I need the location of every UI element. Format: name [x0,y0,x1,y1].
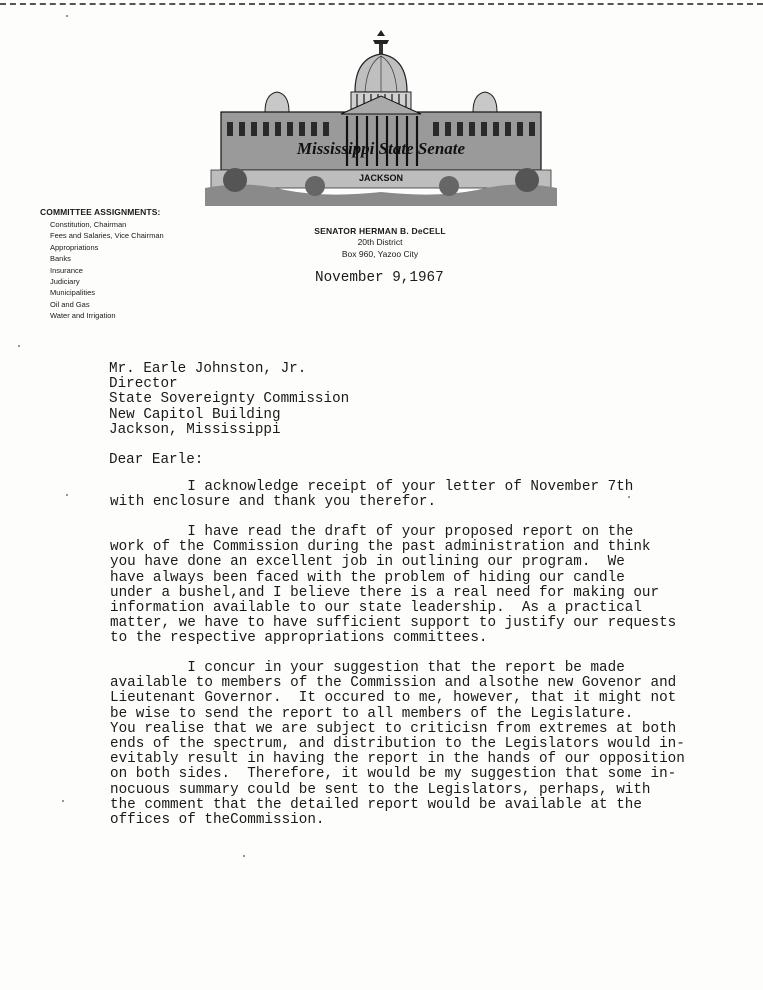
capitol-building-emblem [205,30,557,210]
recipient-line: New Capitol Building [109,406,281,423]
senator-block [300,226,460,260]
committee-item: Judiciary [50,277,80,287]
committee-list [40,219,164,322]
committee-item: Banks [50,254,71,264]
scan-speck [62,800,64,802]
letterhead-city: JACKSON [358,173,404,183]
body-paragraph: I concur in your suggestion that the report be made available to members of the Commission and alsothe new Govenor and Lieutenant Governor. It occured to me, however, that it might not be wise to send the report to all members of the Legislature. You realise that we are subject to criticisn from extremes at both ends of the spectrum, and distribution to the Legislators would in- evitably result in having the report in the hands of our opposition on both sides. Therefore, it would be my suggestion that some in- nocuous summary could be sent to the Legislators, perhaps, with the comment that the detailed report would be available at the offices of theCommission. [110,660,685,829]
committee-item: Municipalities [50,288,96,298]
recipient-line: Mr. Earle Johnston, Jr. [109,361,307,377]
scan-speck [243,855,245,857]
recipient-address [109,362,349,438]
recipient-line: Jackson, Mississippi [109,421,281,438]
committee-item: Appropriations [50,242,99,252]
committee-heading: COMMITTEE ASSIGNMENTS: [40,207,161,217]
letterhead-senate-title: Mississippi State Senate [296,139,466,158]
scan-speck [66,494,68,496]
committee-assignments [40,207,164,322]
senator-name: SENATOR HERMAN B. DeCELL [314,226,446,236]
scan-speck [18,345,20,347]
committee-item: Oil and Gas [50,299,90,309]
recipient-line: Director [109,376,178,393]
body-paragraph: I acknowledge receipt of your letter of November 7th with enclosure and thank you therefor. [110,479,634,511]
letter-date: November 9,1967 [315,270,444,286]
committee-item: Fees and Salaries, Vice Chairman [50,231,164,241]
senator-address: Box 960, Yazoo City [341,249,419,259]
committee-item: Constitution, Chairman [50,220,127,229]
top-edge-rule [0,3,763,5]
body-paragraph: I have read the draft of your proposed report on the work of the Commission during the past administration and think you have done an excellent job in outlining our program. We have always been faced with the problem of hiding our candle under a bushel,and I believe there is a real need for making our information available to our state leadership. As a practical matter, we have to have sufficient support to justify our requests to the respective appropriations committees. [110,524,677,647]
recipient-line: State Sovereignty Commission [109,391,350,408]
committee-item: Water and Irrigation [50,311,116,321]
scan-speck [628,496,630,498]
scan-speck [66,15,68,17]
senator-district: 20th District [357,237,403,247]
committee-item: Insurance [50,265,83,275]
salutation: Dear Earle: [109,452,204,468]
